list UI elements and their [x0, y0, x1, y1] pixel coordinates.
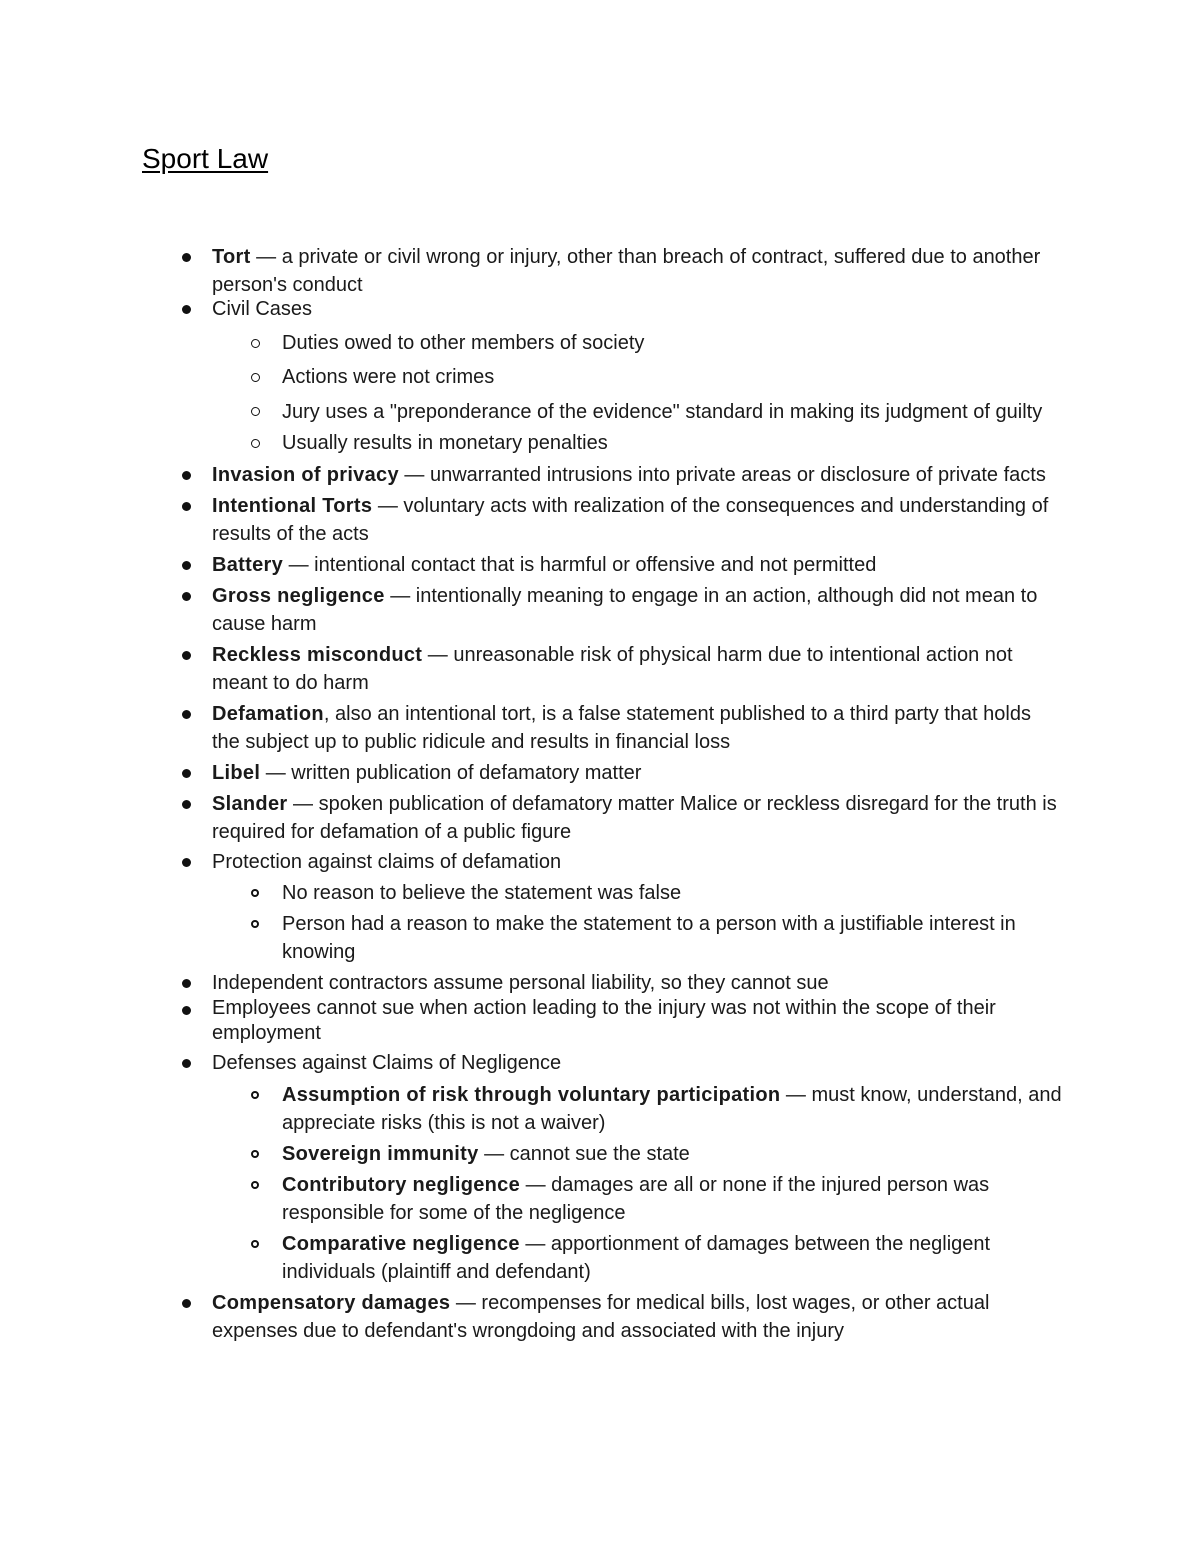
definition: — must know, understand, and appreciate risks (this is not a waiver): [282, 1084, 1062, 1134]
bullet-dot-icon: [181, 582, 191, 610]
bullet-dot-icon: [181, 700, 191, 728]
item-text: Protection against claims of defamation: [212, 851, 562, 873]
bullet-ring-icon: [250, 910, 260, 938]
term: Intentional Torts: [212, 495, 373, 517]
definition: — recompenses for medical bills, lost wages, or other actual expenses due to defendant's wrongdoing and associated with the injury: [212, 1292, 990, 1342]
bullet-ring-icon: [250, 429, 260, 457]
term: Compensatory damages: [212, 1292, 451, 1314]
definition: — written publication of defamatory matter: [260, 762, 642, 784]
term: Libel: [212, 762, 261, 784]
definition: — intentionally meaning to engage in an action, although did not mean to cause harm: [212, 585, 1038, 635]
term: Assumption of risk through voluntary participation: [282, 1084, 781, 1106]
bullet-ring-icon: [250, 363, 260, 391]
item-text: No reason to believe the statement was false: [282, 882, 682, 904]
term: Battery: [212, 554, 284, 576]
term: Reckless misconduct: [212, 644, 423, 666]
bullet-dot-icon: [181, 295, 191, 323]
list-item: [212, 582, 1062, 638]
list-item: [282, 363, 1062, 391]
item-text: Usually results in monetary penalties: [282, 432, 608, 454]
term: Invasion of privacy: [212, 464, 399, 486]
list-item: [212, 996, 1062, 1046]
bullet-dot-icon: [181, 461, 191, 489]
bullet-ring-icon: [250, 1171, 260, 1199]
item-text: Defenses against Claims of Negligence: [212, 1052, 562, 1074]
item-text: Civil Cases: [212, 298, 313, 320]
list-item: [282, 429, 1062, 457]
list-item: [212, 969, 1062, 997]
term: Sovereign immunity: [282, 1143, 479, 1165]
definition: — intentional contact that is harmful or offensive and not permitted: [283, 554, 877, 576]
list-item: [212, 790, 1062, 846]
bullet-list: [0, 243, 1200, 1345]
item-text: Actions were not crimes: [282, 366, 495, 388]
list-item: [212, 700, 1062, 756]
bullet-dot-icon: [181, 551, 191, 579]
bullet-dot-icon: [181, 759, 191, 787]
bullet-ring-icon: [250, 329, 260, 357]
list-item: [282, 910, 1062, 966]
item-text: Jury uses a "preponderance of the evidence" standard in making its judgment of guilty: [282, 401, 1043, 423]
term: Gross negligence: [212, 585, 385, 607]
bullet-dot-icon: [181, 492, 191, 520]
list-item: [282, 1081, 1062, 1137]
list-item: [282, 329, 1062, 357]
list-item: [212, 551, 1062, 579]
item-text: Person had a reason to make the statement to a person with a justifiable interest in knowing: [282, 913, 1016, 963]
list-item: [282, 397, 1062, 427]
definition: — spoken publication of defamatory matter Malice or reckless disregard for the truth is required for defamation of a public figure: [212, 793, 1057, 843]
list-item: [282, 1230, 1062, 1286]
term: Defamation: [212, 703, 324, 725]
bullet-dot-icon: [181, 1289, 191, 1317]
definition: — damages are all or none if the injured person was responsible for some of the negligence: [282, 1174, 990, 1224]
definition: — apportionment of damages between the negligent individuals (plaintiff and defendant): [282, 1233, 991, 1283]
list-item: [282, 1140, 1062, 1168]
page-title: Sport Law: [142, 143, 269, 174]
bullet-dot-icon: [181, 969, 191, 997]
bullet-ring-icon: [250, 879, 260, 907]
definition: — unwarranted intrusions into private areas or disclosure of private facts: [398, 464, 1046, 486]
list-item: [212, 1049, 1062, 1077]
bullet-dot-icon: [181, 848, 191, 876]
bullet-ring-icon: [250, 1140, 260, 1168]
list-item: [282, 879, 1062, 907]
bullet-dot-icon: [181, 996, 191, 1024]
list-item: [282, 1171, 1062, 1227]
item-text: Independent contractors assume personal liability, so they cannot sue: [212, 972, 829, 994]
list-item: [212, 243, 1062, 299]
bullet-dot-icon: [181, 790, 191, 818]
definition: , also an intentional tort, is a false statement published to a third party that holds the subject up to public ridicule and results in financial loss: [212, 703, 1031, 753]
definition: — a private or civil wrong or injury, other than breach of contract, suffered due to another person's conduct: [212, 246, 1041, 296]
term: Tort: [212, 246, 251, 268]
definition: — unreasonable risk of physical harm due to intentional action not meant to do harm: [212, 644, 1013, 694]
definition: — cannot sue the state: [478, 1143, 690, 1165]
item-text: Employees cannot sue when action leading to the injury was not within the scope of their employment: [212, 997, 996, 1044]
list-item: [212, 1289, 1062, 1345]
bullet-ring-icon: [250, 1230, 260, 1258]
bullet-dot-icon: [181, 1049, 191, 1077]
list-item: [212, 759, 1062, 787]
term: Comparative negligence: [282, 1233, 520, 1255]
item-text: Duties owed to other members of society: [282, 332, 645, 354]
bullet-ring-icon: [250, 1081, 260, 1109]
term: Slander: [212, 793, 288, 815]
bullet-dot-icon: [181, 641, 191, 669]
list-item: [212, 641, 1062, 697]
list-item: [212, 295, 1062, 323]
term: Contributory negligence: [282, 1174, 521, 1196]
list-item: [212, 848, 1062, 876]
bullet-ring-icon: [250, 397, 260, 425]
list-item: [212, 461, 1062, 489]
bullet-dot-icon: [181, 243, 191, 271]
list-item: [212, 492, 1062, 548]
definition: — voluntary acts with realization of the consequences and understanding of results of the acts: [212, 495, 1049, 545]
